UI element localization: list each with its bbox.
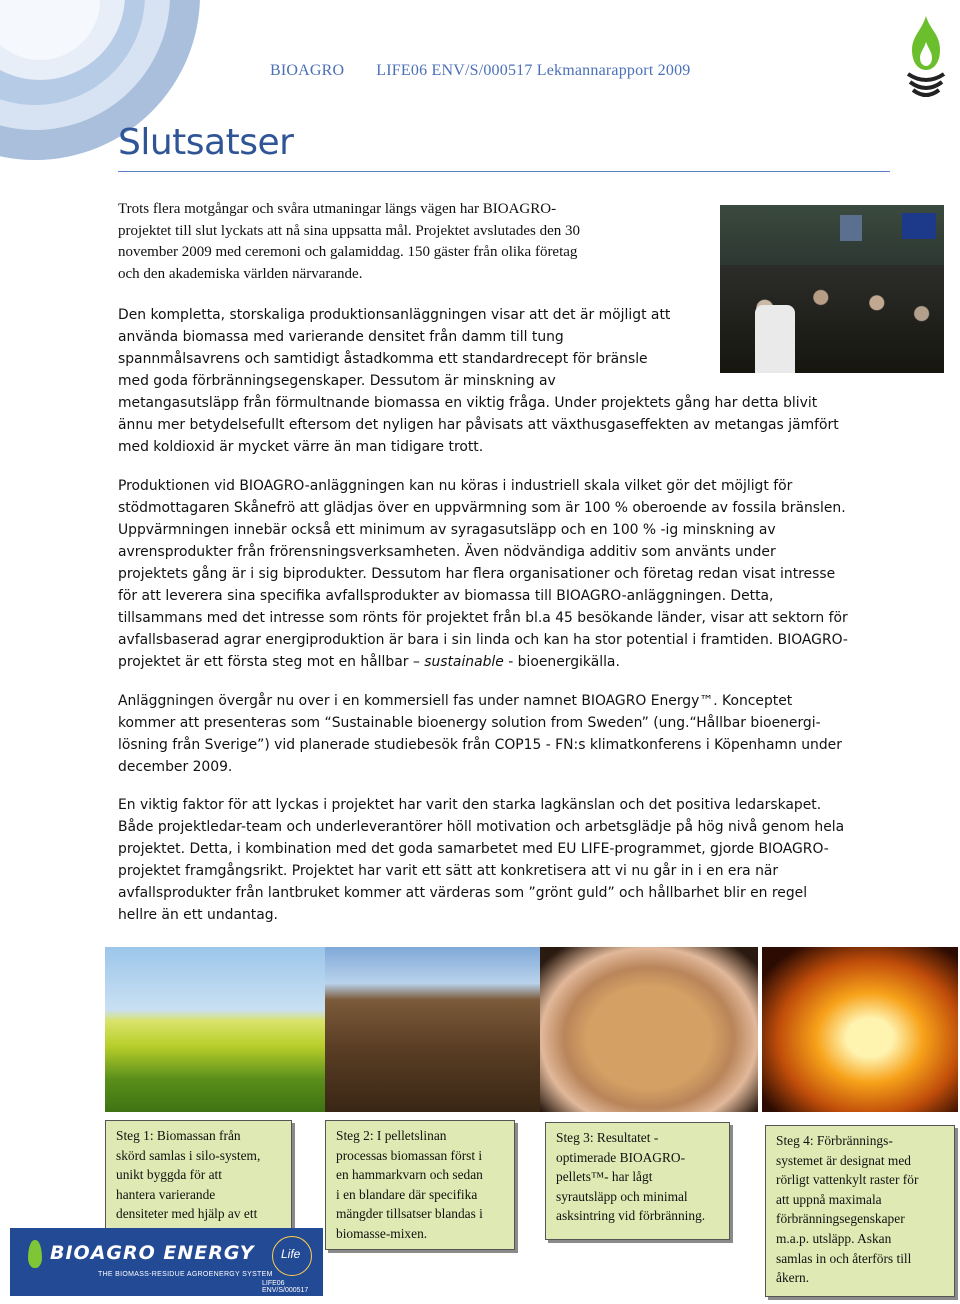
text-line: Produktionen vid BIOAGRO-anläggningen kan nu köras i industriell skala vilket gör det möjligt för [118,478,793,494]
text-line: En viktig faktor för att lyckas i projektet har varit den starka lagkänslan och det positiva ledarskapet. [118,797,822,813]
text-line: Den kompletta, storskaliga produktionsanläggningen visar att det är möjligt att [118,307,671,323]
text-line [118,651,848,673]
text-line: november 2009 med ceremoni och galamiddag. 150 gäster från olika företag [118,244,578,260]
header-project: BIOAGRO [270,62,345,79]
step-line: syrautsläpp och minimal [556,1188,688,1204]
text-line: projektet. Detta, i kombination med det goda samarbetet med EU LIFE-programmet, gjorde BIOAGRO- [118,841,829,857]
step-line: att uppnå maximala [776,1191,882,1207]
logo-name: BIOAGRO ENERGY [50,1242,255,1264]
step-2-box [325,1120,515,1250]
step-line: rörligt vattenkylt raster för [776,1172,919,1188]
text-span: - bioenergikälla. [503,654,620,670]
combustion-photo [762,947,958,1112]
text-line: spannmålsavrens och samtidigt åstadkomma ett standardrecept för bränsle [118,351,648,367]
step-line: densiteter med hjälp av ett [116,1206,258,1222]
step-line: skörd samlas i silo-system, [116,1147,261,1163]
text-line: avfallsbaserad agrar energiproduktion är bara i sin linda och kan ha stor potential i framtiden. BIOAGRO- [118,632,848,648]
step-line: en hammarkvarn och sedan [336,1167,483,1183]
logo-tagline: THE BIOMASS-RESIDUE AGROENERGY SYSTEM [98,1271,273,1278]
step-line: optimerade BIOAGRO- [556,1149,686,1165]
page-title: Slutsatser [118,122,294,163]
step-3-box [545,1122,730,1240]
bioagro-energy-logo [10,1228,323,1296]
bioagro-drop-logo-icon [900,12,952,107]
step-line: asksintring vid förbränning. [556,1208,706,1224]
text-line: avfallsprodukter från lantbruket kommer att värderas som ”grönt guld” och hållbarhet blir en regel [118,885,808,901]
pellets-photo [540,947,758,1112]
paragraph-commercial [118,690,842,778]
text-line: och den akademiska världen närvarande. [118,265,363,282]
text-line: kommer att presenteras som “Sustainable bioenergy solution from Sweden” (ung.“Hållbar bioenergi- [118,715,821,731]
field-photo [105,947,329,1112]
step-line: unikt byggda för att [116,1167,222,1183]
text-line: hellre än ett undantag. [118,907,278,923]
paragraph-intro [118,199,580,285]
paragraph-production [118,475,848,673]
text-span: projektet är ett första steg mot en hållbar – [118,654,425,670]
title-rule [118,171,890,172]
text-line: metangasutsläpp från förmultnande biomassa en viktig fråga. Under projektets gång har detta blivit [118,395,818,411]
step-line: processas biomassan först i [336,1147,483,1163]
eu-life-icon [272,1236,312,1276]
step-line: Steg 4: Förbrännings- [776,1133,893,1148]
text-line: för att leverera sina specifika avfallsprodukter av biomassa till BIOAGRO-anläggningen. Detta, [118,588,774,604]
text-line: Uppvärmningen innebär också ett minimum av syragasutsläpp och en 100 % -ig minskning av [118,522,776,538]
life-text: Life [281,1247,301,1261]
text-line: Både projektledar-team och underleverantörer höll motivation och arbetsglädje på hög nivå genom hela [118,819,845,835]
text-line: Anläggningen övergår nu over i en kommersiell fas under namnet BIOAGRO Energy™. Konceptet [118,693,793,709]
step-line: samlas in och återförs till [776,1250,912,1266]
text-line: projektet till slut lyckats att nå sina uppsatta mål. Projektet avslutades den 30 [118,222,580,239]
text-line: avrensprodukter från frörensningsverksamheten. Även nödvändiga additiv som använts under [118,544,776,560]
text-line: med koldioxid är mycket värre än man tidigare trott. [118,439,484,455]
step-line: systemet är designat med [776,1152,911,1168]
step-4-box [765,1125,955,1297]
biomass-pile-photo [325,947,540,1112]
paragraph-teamwork [118,794,844,926]
step-line: pellets™- har lågt [556,1169,653,1185]
step-line: Steg 3: Resultatet - [556,1130,659,1145]
italic-term: sustainable [424,654,504,670]
step-line: Steg 1: Biomassan från [116,1128,241,1143]
step-line: mängder tillsatser blandas i [336,1206,483,1222]
step-line: Steg 2: I pelletslinan [336,1128,447,1143]
text-line: ännu mer betydelsefullt eftersom det nyligen har påvisats att växthusgaseffekten av metangas jämfört [118,417,839,433]
text-line: december 2009. [118,759,233,775]
text-line: Trots flera motgångar och svåra utmaningar längs vägen har BIOAGRO- [118,201,557,217]
header-reference: LIFE06 ENV/S/000517 Lekmannarapport 2009 [376,62,691,79]
text-line: lösning från Sverige”) vid planerade studiebesök från COP15 - FN:s klimatkonferens i Köpenhamn under [118,737,842,753]
step-line: i en blandare där specifika [336,1186,478,1202]
text-line: använda biomassa med varierande densitet från damm till tung [118,329,564,345]
text-line: projektets gång är i sig biprodukter. Dessutom har flera organisationer och företag redan visat intresse [118,566,836,582]
logo-project-code: LIFE06 ENV/S/000517 [262,1280,309,1294]
text-line: med goda förbränningsegenskaper. Dessutom är minskning av [118,373,556,389]
step-line: förbränningsegenskaper [776,1211,905,1227]
leaf-drop-icon [28,1240,42,1268]
step-line: åkern. [776,1270,810,1286]
text-line: projektet framgångsrikt. Projektet har varit ett sätt att konkretisera att vi nu går in i en era när [118,863,779,879]
step-line: m.a.p. utsläpp. Askan [776,1230,892,1246]
text-line: stödmottagaren Skånefrö att glädjas över en uppvärmning som är 100 % oberoende av fossila bränslen. [118,500,846,516]
step-line: biomasse-mixen. [336,1225,428,1241]
text-line: tillsammans med det intresse som rönts för projektet från bl.a 45 besökande länder, visar att sektorn för [118,610,848,626]
paragraph-plant [118,304,839,458]
step-line: hantera varierande [116,1186,216,1202]
document-header [270,62,690,80]
